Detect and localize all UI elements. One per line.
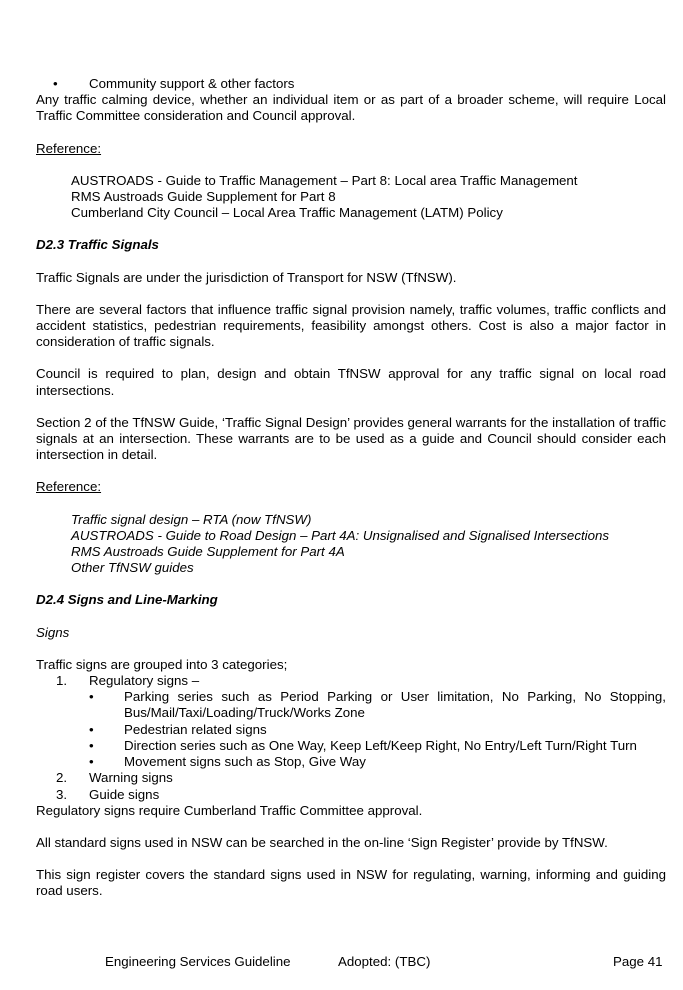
sub-list-text: Movement signs such as Stop, Give Way [124, 754, 366, 770]
sub-list-text: Parking series such as Period Parking or User limitation, No Parking, No Stopping, Bus/Mail/Taxi/Loading/Truck/Works Zone [124, 689, 666, 721]
page-body [36, 76, 666, 900]
bullet: • [89, 737, 94, 753]
bullet: • [53, 76, 58, 91]
sub-list-item [36, 689, 666, 721]
paragraph: This sign register covers the standard signs used in NSW for regulating, warning, informing and guiding road users. [36, 867, 666, 899]
sub-list-text: Direction series such as One Way, Keep Left/Keep Right, No Entry/Left Turn/Right Turn [124, 737, 637, 753]
reference-list [36, 173, 666, 222]
reference-item: Traffic signal design – RTA (now TfNSW) [71, 511, 312, 527]
reference-item: Cumberland City Council – Local Area Traffic Management (LATM) Policy [71, 205, 503, 221]
paragraph: All standard signs used in NSW can be searched in the on-line ‘Sign Register’ provide by TfNSW. [36, 834, 608, 850]
list-text: Regulatory signs – [89, 673, 200, 689]
bullet-text: Community support & other factors [89, 76, 295, 91]
reference-item: Other TfNSW guides [71, 560, 194, 576]
section-heading: D2.4 Signs and Line-Marking [36, 592, 218, 608]
reference-item: RMS Austroads Guide Supplement for Part 8 [71, 189, 336, 205]
page-number: Page 41 [613, 954, 663, 969]
reference-list [36, 512, 666, 577]
reference-item: AUSTROADS - Guide to Road Design – Part 4A: Unsignalised and Signalised Intersections [71, 527, 610, 543]
bullet: • [89, 754, 94, 770]
sub-list-item [36, 738, 666, 754]
paragraph: Regulatory signs require Cumberland Traffic Committee approval. [36, 802, 423, 818]
sub-list-text: Pedestrian related signs [124, 721, 267, 737]
paragraph: Section 2 of the TfNSW Guide, ‘Traffic Signal Design’ provides general warrants for the installation of traffic signals at an intersection. These warrants are to be used as a guide and Council should consider each intersection in detail. [36, 414, 666, 463]
subheading: Signs [36, 624, 70, 640]
list-number: 2. [56, 770, 68, 786]
sub-list-item [36, 722, 666, 738]
list-number: 1. [56, 673, 68, 689]
reference-item: RMS Austroads Guide Supplement for Part 4A [71, 544, 345, 560]
reference-label: Reference: [36, 479, 102, 495]
list-text: Guide signs [89, 786, 160, 802]
bullet: • [89, 721, 94, 737]
reference-label: Reference: [36, 140, 102, 156]
reference-item: AUSTROADS - Guide to Traffic Management – Part 8: Local area Traffic Management [71, 172, 578, 188]
footer-adopted: Adopted: (TBC) [338, 954, 431, 969]
list-item [36, 673, 666, 689]
paragraph: There are several factors that influence traffic signal provision namely, traffic volumes, traffic conflicts and accident statistics, pedestrian requirements, feasibility amongst others. Cost is also a major factor in consideration of traffic signals. [36, 301, 666, 350]
list-text: Warning signs [89, 770, 173, 786]
bullet: • [89, 689, 94, 705]
sub-list-item [36, 754, 666, 770]
list-item [36, 770, 666, 786]
section-heading: D2.3 Traffic Signals [36, 237, 159, 253]
paragraph: Any traffic calming device, whether an individual item or as part of a broader scheme, will require Local Traffic Committee consideration and Council approval. [36, 92, 666, 124]
paragraph: Council is required to plan, design and obtain TfNSW approval for any traffic signal on local road intersections. [36, 366, 666, 398]
list-item [36, 76, 666, 92]
paragraph: Traffic Signals are under the jurisdiction of Transport for NSW (TfNSW). [36, 269, 457, 285]
paragraph: Traffic signs are grouped into 3 categories; [36, 656, 288, 672]
list-item [36, 787, 666, 803]
list-number: 3. [56, 786, 68, 802]
footer-title: Engineering Services Guideline [105, 954, 291, 969]
